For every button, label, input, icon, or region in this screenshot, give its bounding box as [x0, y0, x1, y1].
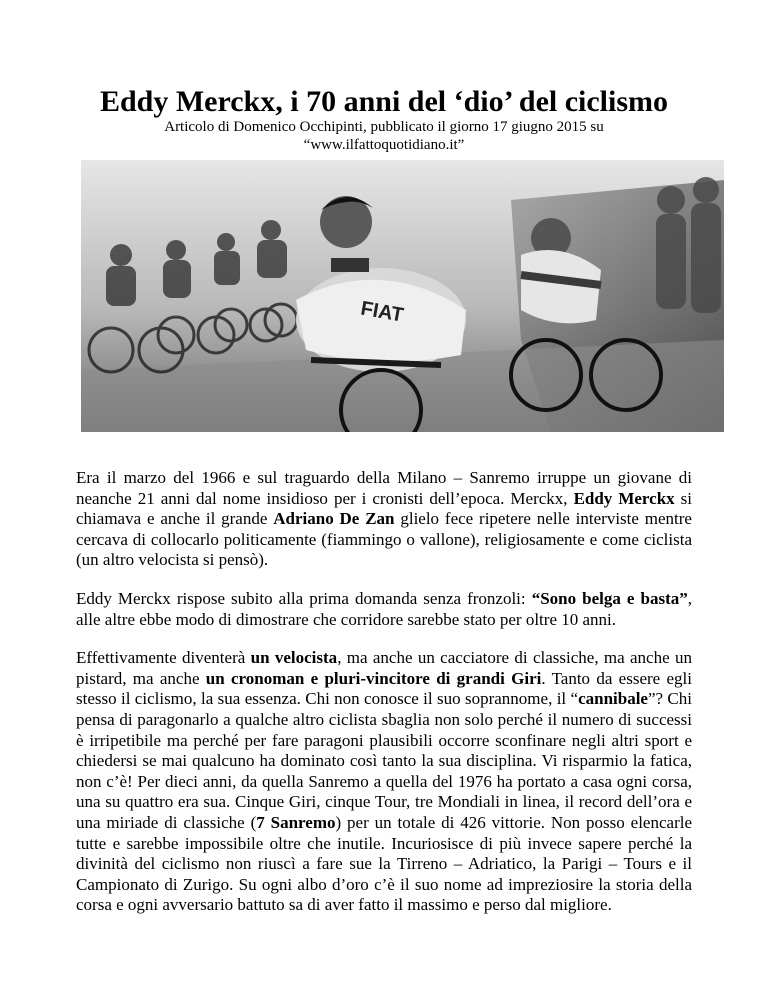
byline-line-2: “www.ilfattoquotidiano.it”	[303, 137, 465, 153]
paragraph-2	[76, 589, 692, 630]
p1-text-1: Era il marzo del 1966 e sul traguardo della Milano – Sanremo irruppe un giovane di neanche 21 anni dal nome insidioso per i cronisti dell’epoca. Merckx,	[76, 468, 692, 508]
p2-text-2: , alle altre ebbe modo di dimostrare che corridore sarebbe stato per oltre 10 anni.	[76, 588, 692, 629]
jersey-text: FIAT	[358, 297, 406, 327]
cyclists-photo-drawing	[81, 160, 724, 432]
byline-line-1: Articolo di Domenico Occhipinti, pubblicato il giorno 17 giugno 2015 su	[164, 119, 604, 135]
p3-bold-3: cannibale	[578, 689, 648, 709]
p3-text-2: , ma anche un cacciatore di classiche, ma anche un pistard, ma anche	[76, 648, 692, 688]
p1-text-3: glielo fece ripetere nelle interviste mentre cercava di collocarlo politicamente (fiammingo o vallone), religiosamente e come ciclista (un altro velocista si pensò).	[76, 509, 692, 570]
p3-text-3: . Tanto da essere egli stesso il ciclismo, la sua essenza. Chi non conosce il suo soprannome, il “	[76, 668, 692, 709]
article-title: Eddy Merckx, i 70 anni del ‘dio’ del ciclismo	[99, 85, 669, 118]
article-byline	[120, 118, 648, 154]
p3-text-1: Effettivamente diventerà	[76, 648, 251, 668]
p3-bold-1: un velocista	[250, 648, 338, 668]
p3-bold-2: un cronoman e pluri-vincitore di grandi Giri	[205, 668, 542, 688]
p3-text-5: ) per un totale di 426 vittorie. Non posso elencarle tutte e sarebbe impossibile oltre che inutile. Incuriosisce di più invece sapere perché la divinità del ciclismo non riuscì a fare sue la Tirreno – Adriatico, la Parigi – Tours e il Campionato di Zurigo. Su ogni albo d’oro c’è il suo nome ad impreziosire la storia della corsa e ogni avversario battuto sa di aver fatto il massimo e perso dal migliore.	[76, 812, 692, 915]
cyclists-photo	[81, 160, 724, 432]
p3-text-4: ”? Chi pensa di paragonarlo a qualche altro ciclista sbaglia non solo perché il numero di successi è irripetibile ma perché per fare paragoni plausibili occorre sconfinare negli altri sport e chiedersi se mai qualcuno ha dominato così tanto la sua disciplina. Vi risparmio la fatica, non c’è! Per dieci anni, da quella Sanremo a quella del 1976 ha portato a casa ogni corsa, una su quattro era sua. Cinque Giri, cinque Tour, tre Mondiali in linea, il record dell’ora e una miriade di classiche (	[76, 689, 692, 832]
paragraph-3	[76, 648, 692, 916]
p1-bold-2: Adriano De Zan	[273, 509, 395, 529]
p2-text-1: Eddy Merckx rispose subito alla prima domanda senza fronzoli:	[76, 588, 532, 608]
p2-bold-1: “Sono belga e basta”	[531, 588, 688, 608]
p1-text-2: si chiamava e anche il grande	[76, 488, 693, 529]
p3-bold-4: 7 Sanremo	[256, 812, 336, 832]
p1-bold-1: Eddy Merckx	[573, 488, 675, 508]
article-body	[76, 468, 692, 934]
paragraph-1	[76, 468, 692, 571]
